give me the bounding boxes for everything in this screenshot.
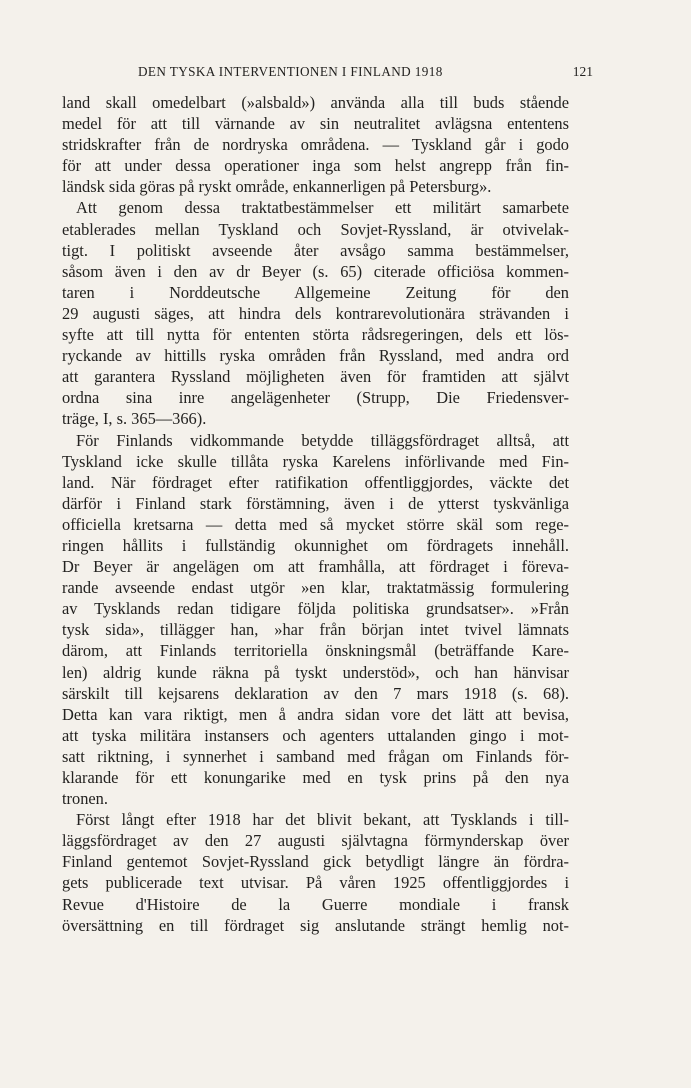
text-line: gets publicerade text utvisar. På våren 1925 offentliggjordes i	[62, 873, 569, 893]
text-line: klarande för ett konungarike med en tysk prins på den nya	[62, 768, 569, 787]
text-line: stridskrafter från de nordryska områdena. — Tyskland går i godo	[62, 135, 569, 155]
text-line: Detta kan vara riktigt, men å andra sidan vore det lätt att bevisa,	[62, 704, 569, 724]
running-title: DEN TYSKA INTERVENTIONEN I FINLAND 1918	[138, 64, 443, 79]
text-line: tigt. I politiskt avseende åter avsågo samma bestämmelser,	[62, 240, 569, 260]
text-line: För Finlands vidkommande betydde tilläggsfördraget alltså, att	[76, 430, 569, 450]
text-line: Dr Beyer är angelägen om att framhålla, att fördraget i föreva-	[62, 557, 569, 577]
text-line: särskilt till kejsarens deklaration av den 7 mars 1918 (s. 68).	[62, 683, 569, 703]
text-line: ordna sina inre angelägenheter (Strupp, Die Friedensver-	[62, 388, 569, 408]
text-line: att tyska militära instansers och agenters uttalanden gingo i mot-	[62, 725, 569, 745]
text-line: av Tysklands redan tidigare följda politiska grundsatser». »Från	[62, 599, 569, 619]
page-number: 121	[572, 64, 593, 79]
text-line: tronen.	[62, 789, 108, 809]
text-line: Att genom dessa traktatbestämmelser ett militärt samarbete	[76, 198, 569, 218]
text-line: taren i Norddeutsche Allgemeine Zeitung för den	[62, 282, 569, 302]
text-line: land skall omedelbart (»alsbald») använda alla till buds stående	[62, 93, 569, 112]
text-line: rande avseende endast utgör »en klar, traktatmässig formulering	[62, 578, 569, 598]
text-line: Finland gentemot Sovjet-Ryssland gick betydligt längre än fördra-	[62, 852, 569, 872]
text-line: Tyskland icke skulle tillåta ryska Karelens införlivande med Fin-	[62, 451, 569, 471]
text-line: satt riktning, i synnerhet i samband med frågan om Finlands för-	[62, 746, 569, 766]
text-line: Revue d'Histoire de la Guerre mondiale i fransk	[62, 894, 569, 914]
text-line: såsom även i den av dr Beyer (s. 65) citerade officiösa kommen-	[62, 261, 569, 281]
text-line: medel för att till värnande av sin neutralitet avlägsna ententens	[62, 114, 569, 134]
text-line: därför i Finland stark förstämning, även i de ytterst tyskvänliga	[62, 493, 569, 513]
text-line: läggsfördraget av den 27 augusti självtagna förmynderskap över	[62, 831, 569, 851]
text-line: att garantera Ryssland möjligheten även för framtiden att självt	[62, 367, 569, 387]
text-line: därom, att Finlands territoriella önskningsmål (beträffande Kare-	[62, 641, 569, 661]
text-line: träge, I, s. 365—366).	[62, 409, 207, 429]
text-line: syfte att till nytta för ententen störta rådsregeringen, dels ett lös-	[62, 325, 569, 345]
text-line: officiella kretsarna — detta med så mycket större skäl som rege-	[62, 514, 569, 534]
text-line: Först långt efter 1918 har det blivit bekant, att Tysklands i till-	[76, 810, 569, 830]
body-text	[62, 92, 569, 936]
text-line: land. När fördraget efter ratifikation offentliggjordes, väckte det	[62, 472, 569, 492]
text-line: tysk sida», tillägger han, »har från början intet tvivel lämnats	[62, 620, 569, 640]
text-line: etablerades mellan Tyskland och Sovjet-Ryssland, är otvivelak-	[62, 219, 569, 239]
text-line: ringen hållits i fullständig okunnighet om fördragets innehåll.	[62, 535, 569, 555]
text-line: 29 augusti säges, att hindra dels kontrarevolutionära strävanden i	[62, 303, 569, 323]
text-line: för att under dessa operationer inga som helst angrepp från fin-	[62, 156, 569, 176]
text-line: ländsk sida göras på ryskt område, enkannerligen på Petersburg».	[62, 177, 492, 197]
text-line: len) aldrig kunde räkna på tyskt understöd», och han hänvisar	[62, 662, 569, 682]
text-line: ryckande av hittills ryska områden från Ryssland, med andra ord	[62, 346, 569, 366]
text-line: översättning en till fördraget sig anslutande strängt hemlig not-	[62, 915, 569, 935]
